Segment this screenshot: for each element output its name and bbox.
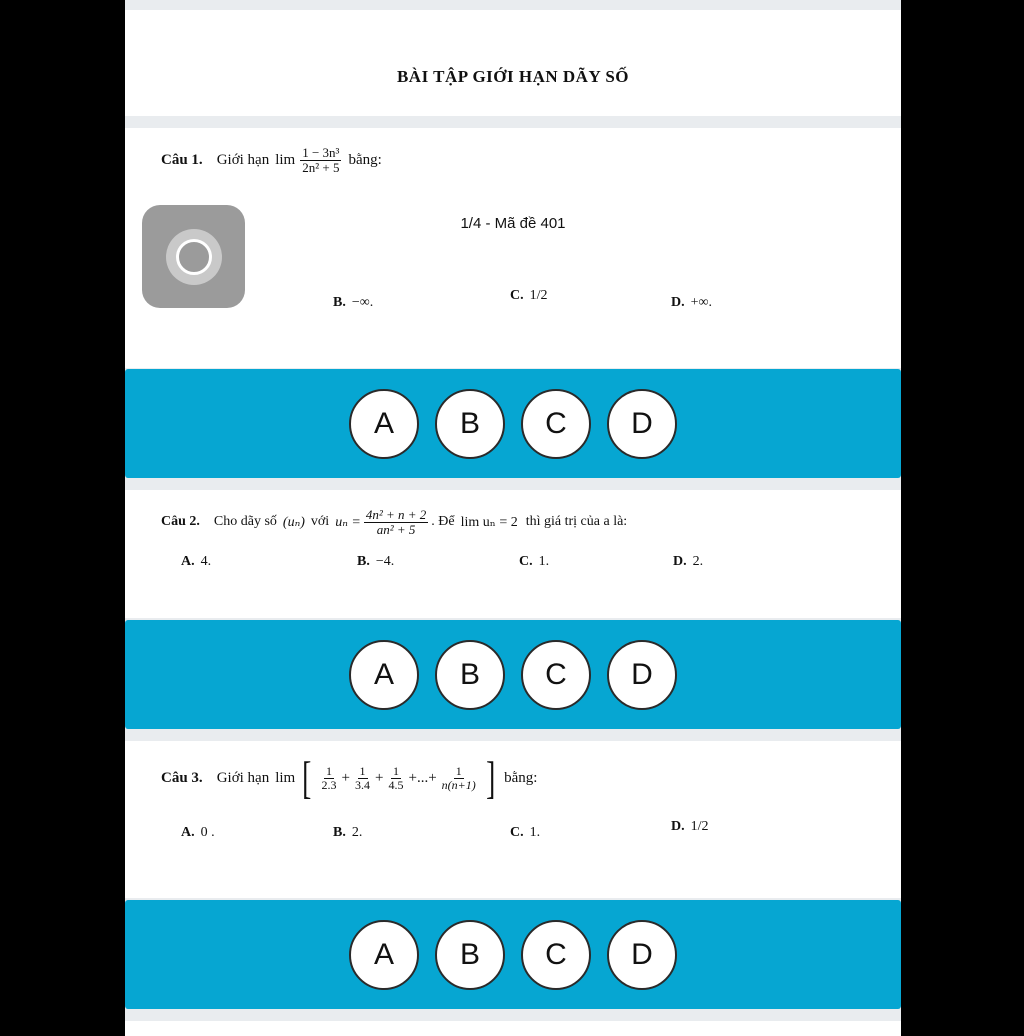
question-3-fraction-4 — [440, 765, 478, 791]
question-3-option-a — [181, 825, 215, 841]
question-3-prefix: Giới hạn — [216, 769, 270, 786]
question-3-option-b — [333, 825, 362, 841]
answer-button-c[interactable]: C — [521, 920, 591, 990]
question-1-fraction — [300, 146, 341, 174]
answer-button-c[interactable]: C — [521, 389, 591, 459]
title-card — [125, 10, 901, 116]
option-label: B. — [357, 554, 370, 569]
option-label: B. — [333, 295, 346, 310]
denominator: n(n+1) — [441, 777, 476, 792]
denominator: 4.5 — [388, 777, 404, 792]
question-1-option-d — [671, 295, 712, 311]
plus-sign: + — [341, 769, 351, 786]
numerator: 1 — [326, 763, 333, 778]
question-2-option-b — [357, 554, 394, 570]
question-3-lim: lim — [275, 769, 296, 786]
question-1-lim: lim — [275, 151, 296, 168]
page-number: 1/4 - Mã đề 401 — [460, 215, 566, 232]
answer-button-d[interactable]: D — [607, 640, 677, 710]
answer-button-d[interactable]: D — [607, 920, 677, 990]
right-bracket: ] — [485, 752, 496, 803]
ellipsis: +...+ — [408, 769, 437, 786]
question-2-with: với — [310, 514, 330, 530]
floating-assistive-button[interactable] — [142, 205, 245, 308]
option-value: 1/2 — [690, 819, 709, 834]
denominator: 2.3 — [321, 777, 337, 792]
question-3-label: Câu 3. — [161, 769, 203, 786]
question-2-limit: lim uₙ = 2 — [460, 514, 518, 530]
answer-button-b[interactable]: B — [435, 920, 505, 990]
option-value: −4. — [375, 554, 395, 569]
option-label: A. — [181, 825, 195, 840]
answer-band-3 — [125, 900, 901, 1009]
question-2-numerator: 4n² + n + 2 — [365, 507, 427, 522]
option-label: C. — [510, 288, 524, 303]
question-1-denominator: 2n² + 5 — [302, 159, 340, 175]
page-title: BÀI TẬP GIỚI HẠN DÃY SỐ — [396, 67, 630, 86]
answer-button-b[interactable]: B — [435, 640, 505, 710]
question-3-text — [161, 752, 538, 803]
question-2-un: uₙ = — [335, 514, 361, 530]
question-1-suffix: bằng: — [348, 151, 382, 168]
option-label: D. — [671, 295, 685, 310]
answer-button-a[interactable]: A — [349, 640, 419, 710]
answer-button-b[interactable]: B — [435, 389, 505, 459]
question-2-denominator: an² + 5 — [376, 521, 416, 537]
option-label: A. — [181, 554, 195, 569]
plus-sign: + — [375, 769, 384, 786]
circle-icon-inner — [176, 239, 212, 275]
question-3-card — [125, 741, 901, 898]
question-1-prefix: Giới hạn — [216, 151, 270, 168]
question-3-fraction-2 — [353, 765, 372, 791]
question-1-label: Câu 1. — [161, 151, 203, 168]
question-3-option-d — [671, 819, 709, 835]
circle-icon — [166, 229, 222, 285]
option-label: D. — [671, 819, 685, 834]
question-3-suffix: bằng: — [504, 769, 538, 786]
next-card-edge — [125, 1021, 901, 1036]
option-value: 2. — [351, 825, 363, 840]
denominator: 3.4 — [355, 777, 371, 792]
question-2-mid: . Để — [431, 514, 455, 530]
option-value: 0 . — [200, 825, 215, 840]
question-1-option-b — [333, 295, 373, 311]
answer-button-a[interactable]: A — [349, 389, 419, 459]
question-3-fraction-1 — [320, 765, 339, 791]
answer-band-1 — [125, 369, 901, 478]
question-3-option-c — [510, 825, 540, 841]
numerator: 1 — [359, 763, 366, 778]
answer-button-a[interactable]: A — [349, 920, 419, 990]
option-label: B. — [333, 825, 346, 840]
option-value: +∞. — [690, 295, 713, 310]
question-2-option-a — [181, 554, 211, 570]
numerator: 1 — [455, 763, 462, 778]
option-value: 1. — [538, 554, 550, 569]
option-value: 2. — [692, 554, 704, 569]
question-2-card — [125, 490, 901, 618]
answer-button-d[interactable]: D — [607, 389, 677, 459]
question-2-option-d — [673, 554, 703, 570]
left-bracket: [ — [302, 752, 312, 803]
answer-button-c[interactable]: C — [521, 640, 591, 710]
question-2-option-c — [519, 554, 549, 570]
question-2-text — [161, 508, 627, 536]
question-1-text — [161, 146, 382, 174]
numerator: 1 — [392, 763, 399, 778]
question-2-fraction — [364, 508, 428, 536]
question-3-fraction-3 — [386, 765, 405, 791]
question-1-numerator: 1 − 3n³ — [302, 145, 340, 160]
question-2-seq: (uₙ) — [282, 514, 305, 530]
question-2-prefix: Cho dãy số — [213, 514, 277, 530]
option-label: D. — [673, 554, 687, 569]
option-value: 1/2 — [529, 288, 548, 303]
answer-band-2 — [125, 620, 901, 729]
question-2-suffix: thì giá trị của a là: — [525, 514, 628, 530]
option-label: C. — [510, 825, 524, 840]
question-1-option-c — [510, 288, 548, 304]
option-value: −∞. — [351, 295, 374, 310]
option-value: 4. — [200, 554, 212, 569]
question-2-label: Câu 2. — [161, 514, 200, 530]
option-value: 1. — [529, 825, 541, 840]
option-label: C. — [519, 554, 533, 569]
